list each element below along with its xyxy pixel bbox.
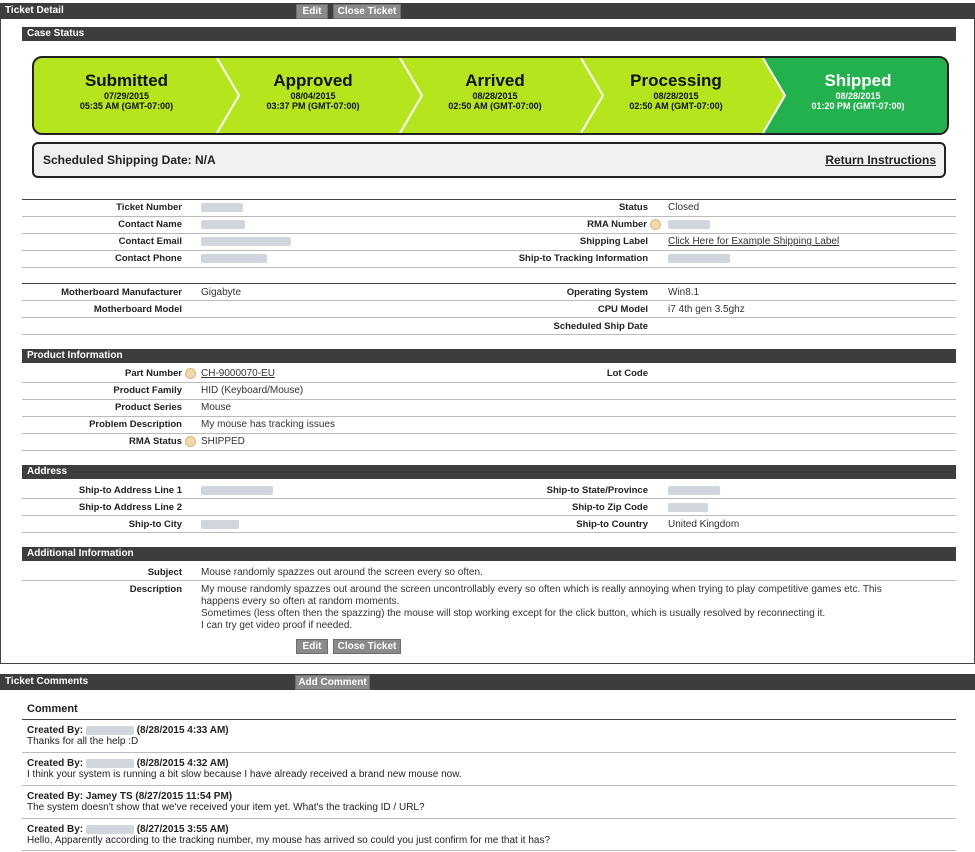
- shipping-label-label: Shipping Label: [579, 236, 648, 247]
- comment-item: [27, 758, 462, 780]
- divider: [22, 752, 956, 753]
- close-ticket-button-bottom[interactable]: Close Ticket: [333, 639, 401, 654]
- divider: [22, 399, 956, 400]
- comment-by-prefix: Created By:: [27, 824, 84, 835]
- ticket-number-label: Ticket Number: [116, 202, 182, 213]
- os-value: Win8.1: [668, 287, 700, 298]
- comment-date: (8/27/2015 3:55 AM): [136, 824, 229, 835]
- redacted-author: [86, 726, 134, 735]
- case-status-header: Case Status: [22, 27, 956, 41]
- zip-label: Ship-to Zip Code: [572, 502, 648, 513]
- stage-time: 03:37 PM (GMT-07:00): [266, 101, 360, 111]
- contact-email-label: Contact Email: [118, 236, 182, 247]
- comment-by-prefix: Created By:: [27, 791, 84, 802]
- country-label: Ship-to Country: [576, 519, 648, 530]
- divider: [22, 283, 956, 284]
- sched-ship-date-label: Scheduled Ship Date: [553, 321, 648, 332]
- stage-shipped: [763, 58, 949, 133]
- divider: [22, 450, 956, 451]
- divider: [22, 850, 956, 851]
- stage-date: 08/28/2015: [653, 91, 699, 101]
- city-value: [201, 519, 239, 530]
- redacted-value: [668, 503, 708, 512]
- divider: [22, 785, 956, 786]
- status-pipeline: [32, 56, 949, 135]
- divider: [22, 532, 956, 533]
- part-number-label-text: Part Number: [124, 368, 182, 380]
- redacted-value: [201, 203, 243, 212]
- scheduled-shipping-box: [32, 142, 946, 178]
- cpu-label: CPU Model: [597, 304, 648, 315]
- divider: [22, 216, 956, 217]
- tracking-label: Ship-to Tracking Information: [518, 253, 648, 264]
- rma-number-label-text: RMA Number: [587, 219, 647, 231]
- comment-date: (8/28/2015 4:32 AM): [136, 758, 229, 769]
- ticket-comments-title: Ticket Comments: [5, 676, 89, 687]
- divider: [22, 382, 956, 383]
- mb-model-label: Motherboard Model: [93, 304, 182, 315]
- description-label: Description: [129, 584, 182, 595]
- product-family-value: HID (Keyboard/Mouse): [201, 385, 304, 396]
- rma-status-label: [22, 436, 196, 447]
- stage-name: Submitted: [84, 71, 169, 90]
- comment-text: Thanks for all the help :D: [27, 736, 139, 747]
- problem-description-value: My mouse has tracking issues: [201, 419, 335, 430]
- description-line: happens every so often at random moments.: [201, 596, 400, 607]
- subject-value: Mouse randomly spazzes out around the screen every so often.: [201, 567, 483, 578]
- stage-date: 08/28/2015: [472, 91, 518, 101]
- info-icon[interactable]: [185, 368, 196, 379]
- return-instructions-link[interactable]: Return Instructions: [825, 153, 936, 167]
- redacted-value: [201, 520, 239, 529]
- comment-by-prefix: Created By:: [27, 725, 84, 736]
- contact-phone-label: Contact Phone: [114, 253, 182, 264]
- divider: [22, 416, 956, 417]
- product-series-label: Product Series: [114, 402, 182, 413]
- stage-processing: [581, 58, 771, 133]
- rma-number-label: [450, 219, 661, 230]
- address-line1-value: [201, 485, 273, 496]
- description-line: I can try get video proof if needed.: [201, 620, 353, 631]
- comment-item: [27, 725, 229, 747]
- stage-arrived: [400, 58, 590, 133]
- info-icon[interactable]: [185, 436, 196, 447]
- add-comment-button[interactable]: Add Comment: [295, 675, 370, 690]
- zip-value: [668, 502, 708, 513]
- os-label: Operating System: [566, 287, 648, 298]
- address-header: Address: [22, 465, 956, 479]
- description-value: [201, 584, 941, 632]
- city-label: Ship-to City: [128, 519, 182, 530]
- edit-button-bottom[interactable]: Edit: [296, 639, 328, 654]
- stage-name: Approved: [273, 71, 353, 90]
- stage-time: 01:20 PM (GMT-07:00): [811, 101, 905, 111]
- redacted-author: [86, 825, 134, 834]
- divider: [22, 250, 956, 251]
- description-line: My mouse randomly spazzes out around the screen uncontrollably every so often which is really annoying when trying to play competitive games etc. This: [201, 584, 882, 595]
- stage-name: Shipped: [824, 71, 892, 90]
- product-family-label: Product Family: [113, 385, 182, 396]
- part-number-label: [22, 368, 196, 379]
- redacted-value: [668, 486, 720, 495]
- rma-status-value: SHIPPED: [201, 436, 245, 447]
- stage-time: 05:35 AM (GMT-07:00): [79, 101, 174, 111]
- comment-date: (8/28/2015 4:33 AM): [136, 725, 229, 736]
- comment-text: Hello, Apparently according to the tracking number, my mouse has arrived so could you just confirm for me that it has?: [27, 835, 551, 846]
- mb-manufacturer-value: Gigabyte: [201, 287, 242, 298]
- additional-info-header: Additional Information: [22, 547, 956, 561]
- redacted-value: [201, 220, 245, 229]
- state-value: [668, 485, 720, 496]
- contact-email-value: [201, 236, 291, 247]
- stage-name: Processing: [630, 71, 722, 90]
- redacted-author: [86, 759, 134, 768]
- divider: [22, 433, 956, 434]
- cpu-value: i7 4th gen 3.5ghz: [668, 304, 745, 315]
- divider: [22, 498, 956, 499]
- redacted-value: [201, 254, 267, 263]
- ticket-comments-bar: [0, 674, 975, 690]
- stage-approved: [217, 58, 409, 133]
- divider: [22, 300, 956, 301]
- lot-code-label: Lot Code: [606, 368, 648, 379]
- stage-date: 08/04/2015: [290, 91, 336, 101]
- tracking-value: [668, 253, 730, 264]
- divider: [22, 334, 956, 335]
- info-icon[interactable]: [650, 219, 661, 230]
- contact-name-value: [201, 219, 245, 230]
- ticket-detail-bar: [0, 3, 975, 19]
- divider: [22, 267, 956, 268]
- divider: [22, 515, 956, 516]
- comment-text: The system doesn't show that we've received your item yet. What's the tracking ID / URL?: [27, 802, 425, 813]
- comment-date: (8/27/2015 11:54 PM): [135, 791, 233, 802]
- comment-by-prefix: Created By:: [27, 758, 84, 769]
- address-line2-label: Ship-to Address Line 2: [78, 502, 182, 513]
- redacted-value: [668, 254, 730, 263]
- description-line: Sometimes (less often then the spazzing) the mouse will stop working except for the click button, which is usually resolved by reconnecting it.: [201, 608, 826, 619]
- stage-time: 02:50 AM (GMT-07:00): [448, 101, 542, 111]
- shipping-label-link[interactable]: Click Here for Example Shipping Label: [668, 236, 840, 247]
- subject-label: Subject: [147, 567, 182, 578]
- scheduled-shipping-date: Scheduled Shipping Date: N/A: [43, 153, 216, 167]
- comment-item: [27, 791, 425, 813]
- stage-submitted: [34, 58, 219, 133]
- ticket-detail-title: Ticket Detail: [5, 5, 64, 16]
- rma-number-value: [668, 219, 710, 230]
- mb-manufacturer-label: Motherboard Manufacturer: [61, 287, 182, 298]
- divider: [22, 233, 956, 234]
- address-line1-label: Ship-to Address Line 1: [78, 485, 182, 496]
- status-label: Status: [618, 202, 648, 213]
- part-number-link[interactable]: CH-9000070-EU: [201, 368, 275, 379]
- redacted-value: [668, 220, 710, 229]
- country-value: United Kingdom: [668, 519, 740, 530]
- stage-date: 07/29/2015: [103, 91, 150, 101]
- rma-status-label-text: RMA Status: [129, 436, 182, 448]
- redacted-value: [201, 486, 273, 495]
- product-series-value: Mouse: [201, 402, 232, 413]
- status-value: Closed: [668, 202, 700, 213]
- comment-text: I think your system is running a bit slow because I have already received a brand new mouse now.: [27, 769, 462, 780]
- divider: [22, 580, 956, 581]
- problem-description-label: Problem Description: [89, 419, 182, 430]
- divider: [22, 719, 956, 720]
- contact-phone-value: [201, 253, 267, 264]
- contact-name-label: Contact Name: [118, 219, 182, 230]
- comment-author: Jamey TS: [85, 791, 133, 802]
- stage-time: 02:50 AM (GMT-07:00): [629, 101, 723, 111]
- ticket-number-value: [201, 202, 243, 213]
- product-info-header: Product Information: [22, 349, 956, 363]
- edit-button[interactable]: Edit: [296, 4, 328, 19]
- comment-column-header: Comment: [27, 703, 78, 715]
- redacted-value: [201, 237, 291, 246]
- stage-name: Arrived: [465, 71, 525, 90]
- close-ticket-button[interactable]: Close Ticket: [333, 4, 401, 19]
- comment-item: [27, 824, 550, 846]
- divider: [22, 818, 956, 819]
- state-label: Ship-to State/Province: [546, 485, 648, 496]
- divider: [22, 317, 956, 318]
- stage-date: 08/28/2015: [835, 91, 881, 101]
- divider: [22, 199, 956, 200]
